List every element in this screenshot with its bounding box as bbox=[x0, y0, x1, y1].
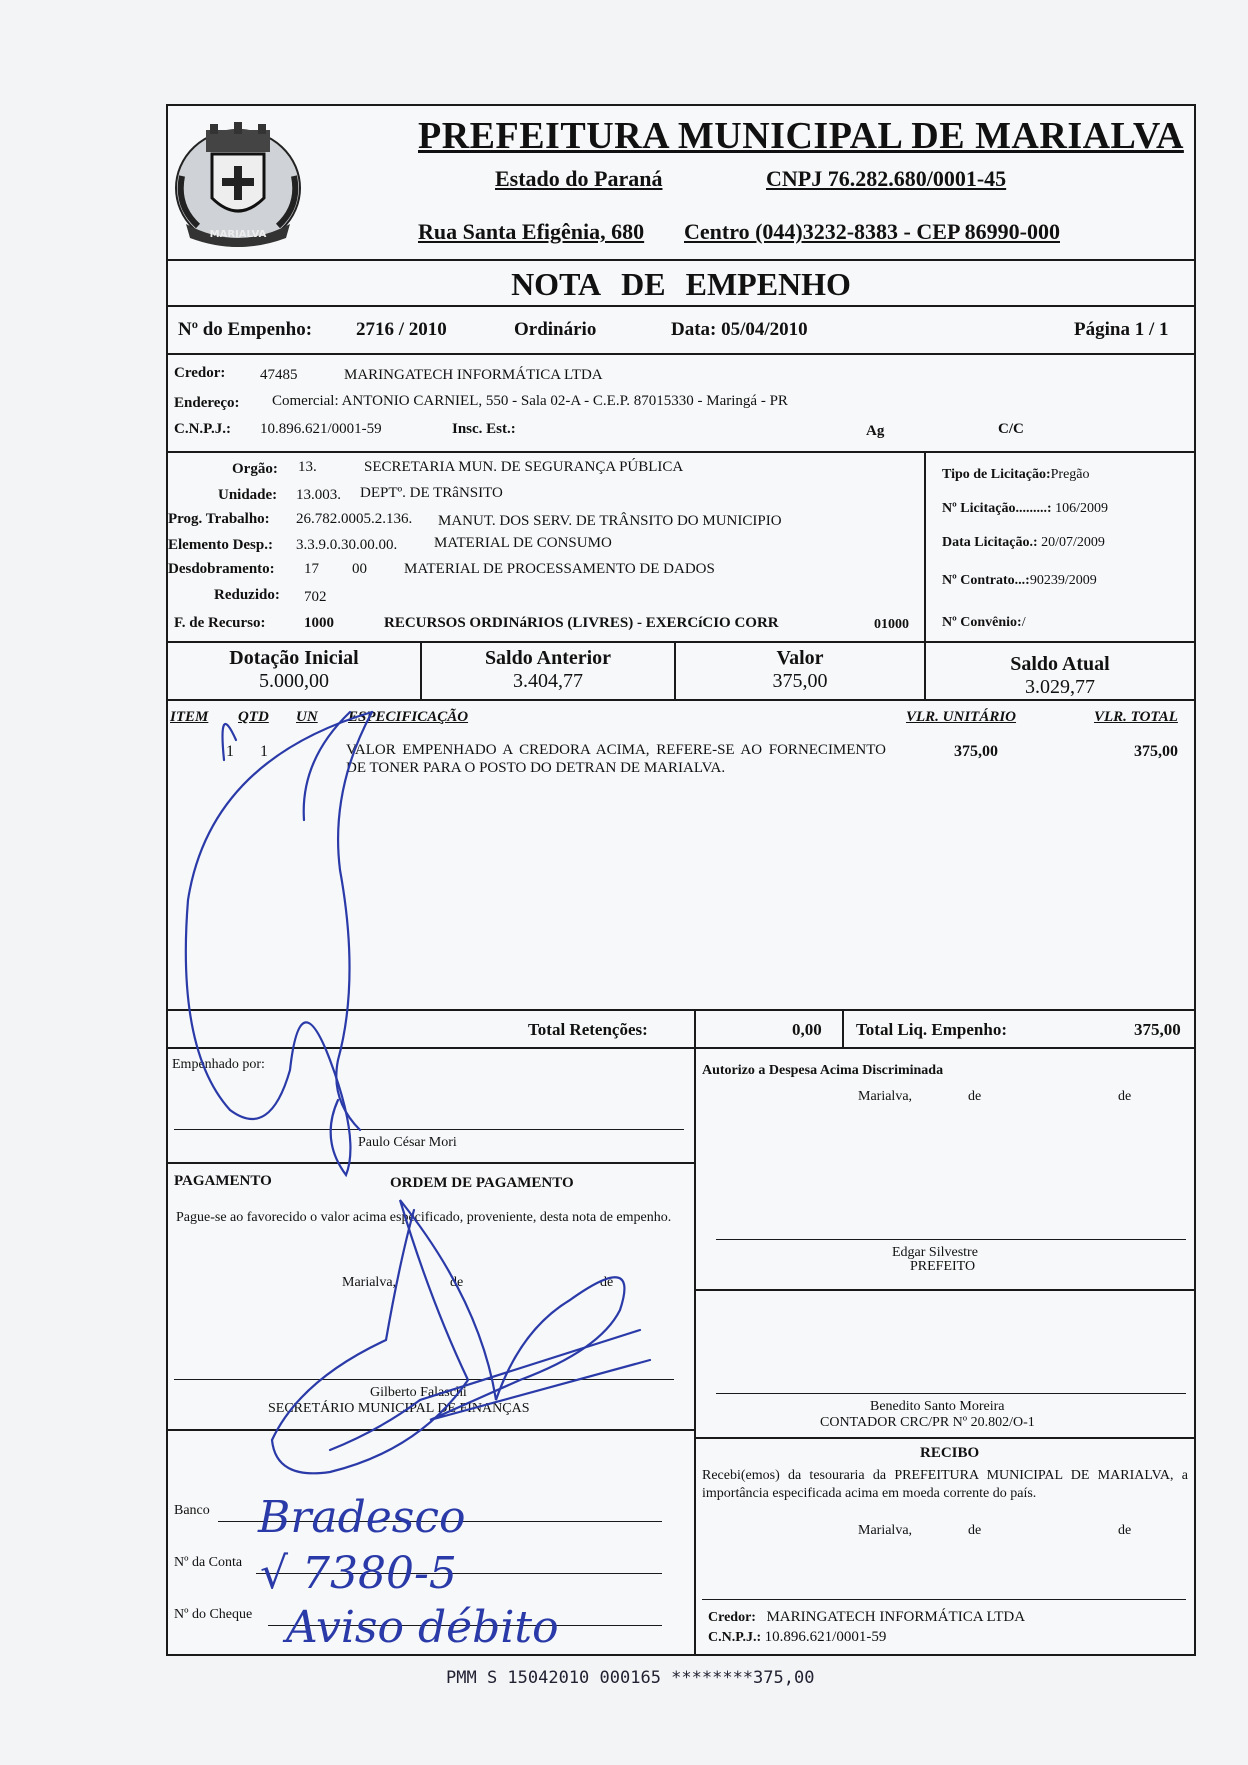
cheque-label: Nº do Cheque bbox=[174, 1607, 253, 1622]
contact-label: Centro (044)3232-8383 - CEP 86990-000 bbox=[684, 219, 1060, 244]
dotacao-inicial-value: 5.000,00 bbox=[259, 670, 329, 692]
header bbox=[168, 106, 1194, 261]
svg-text:MARIALVA: MARIALVA bbox=[209, 229, 267, 240]
saldo-anterior-value: 3.404,77 bbox=[513, 670, 583, 692]
municipal-crest-icon bbox=[168, 116, 308, 252]
empenho-number: 2716 / 2010 bbox=[356, 319, 447, 340]
elemento-code: 3.3.9.0.30.00.00. bbox=[296, 537, 398, 553]
nota-title bbox=[168, 261, 1194, 307]
contador-name: Benedito Santo Moreira bbox=[870, 1399, 1005, 1414]
column-divider bbox=[694, 1049, 696, 1654]
item-qtd: 1 bbox=[260, 743, 268, 760]
recibo-marialva-label: Marialva, bbox=[858, 1523, 913, 1538]
nota-word: NOTA bbox=[511, 266, 602, 302]
numero-convenio: Nº Convênio:/ bbox=[942, 615, 1026, 630]
cnpj-label: CNPJ 76.282.680/0001-45 bbox=[766, 166, 1007, 191]
column-divider bbox=[924, 453, 926, 641]
banco-line bbox=[218, 1521, 662, 1522]
ordem-de-label: de bbox=[600, 1275, 614, 1290]
orgao-section bbox=[168, 453, 1194, 643]
col-header-un: UN bbox=[296, 709, 318, 725]
endereco-value: Comercial: ANTONIO CARNIEL, 550 - Sala 02-A - C.E.P. 87015330 - Maringá - PR bbox=[272, 393, 788, 409]
signature-line bbox=[174, 1379, 674, 1380]
address-label: Rua Santa Efigênia, 680 bbox=[418, 219, 645, 244]
tipo-licitacao: Tipo de Licitação:Pregão bbox=[942, 467, 1090, 482]
payment-stamp: PMM S 15042010 000165 ********375,00 bbox=[446, 1668, 815, 1688]
fonte-recurso-code: 1000 bbox=[304, 615, 334, 631]
autorizo-label: Autorizo a Despesa Acima Discriminada bbox=[702, 1063, 944, 1078]
nota-word: EMPENHO bbox=[685, 266, 851, 302]
dotacao-inicial-label: Dotação Inicial bbox=[229, 647, 359, 669]
ordem-de-label: de bbox=[450, 1275, 464, 1290]
orgao-label: Orgão: bbox=[232, 461, 278, 477]
agencia-label: Ag bbox=[866, 423, 885, 439]
col-header-vlr-total: VLR. TOTAL bbox=[1094, 709, 1178, 725]
pagamento-label: PAGAMENTO bbox=[174, 1173, 272, 1189]
item-especificacao: VALOR EMPENHADO A CREDORA ACIMA, REFERE-SE AO FORNECIMENTO DE TONER PARA O POSTO DO DETRAN DE MARIALVA. bbox=[346, 742, 886, 776]
credor-section bbox=[168, 355, 1194, 453]
nota-de-empenho-form bbox=[166, 104, 1196, 1656]
item-vlr-total: 375,00 bbox=[1134, 743, 1178, 760]
empenhado-por-label: Empenhado por: bbox=[172, 1057, 265, 1072]
autorizo-de-label: de bbox=[1118, 1089, 1132, 1104]
handwritten-cheque: Aviso débito bbox=[286, 1602, 559, 1653]
saldo-anterior-cell bbox=[422, 643, 674, 699]
empenho-row bbox=[168, 307, 1194, 355]
handwritten-banco: Bradesco bbox=[258, 1492, 466, 1543]
conta-label: Nº da Conta bbox=[174, 1555, 243, 1570]
saldo-anterior-label: Saldo Anterior bbox=[484, 647, 612, 669]
ordem-marialva-label: Marialva, bbox=[342, 1275, 397, 1290]
recibo-de-label: de bbox=[1118, 1523, 1132, 1538]
secretario-title: SECRETÁRIO MUNICIPAL DE FINANÇAS bbox=[268, 1401, 530, 1416]
total-liquido-value: 375,00 bbox=[1134, 1020, 1181, 1039]
col-header-item: ITEM bbox=[170, 709, 209, 725]
recibo-credor: Credor: MARINGATECH INFORMÁTICA LTDA bbox=[708, 1609, 1026, 1625]
desdobramento-label: Desdobramento: bbox=[168, 561, 275, 577]
data-licitacao: Data Licitação.: 20/07/2009 bbox=[942, 535, 1105, 550]
section-divider bbox=[168, 1429, 694, 1431]
section-divider bbox=[696, 1437, 1194, 1439]
conta-corrente-label: C/C bbox=[998, 421, 1024, 437]
unidade-code: 13.003. bbox=[296, 487, 341, 503]
valor-value: 375,00 bbox=[772, 670, 828, 692]
insc-est-label: Insc. Est.: bbox=[452, 421, 516, 437]
credor-name: MARINGATECH INFORMÁTICA LTDA bbox=[344, 367, 603, 383]
saldo-atual-cell bbox=[926, 643, 1194, 699]
banco-label: Banco bbox=[174, 1503, 210, 1518]
desdobramento-code: 17 bbox=[304, 561, 319, 577]
recibo-title: RECIBO bbox=[920, 1445, 980, 1461]
prog-trabalho-code: 26.782.0005.2.136. bbox=[296, 511, 413, 527]
total-retencoes-label: Total Retenções: bbox=[528, 1020, 648, 1039]
saldo-atual-label: Saldo Atual bbox=[1010, 653, 1110, 675]
signature-line bbox=[716, 1239, 1186, 1240]
pague-se-text: Pague-se ao favorecido o valor acima especificado, proveniente, desta nota de empenho. bbox=[176, 1210, 672, 1225]
autorizo-marialva-label: Marialva, bbox=[858, 1089, 913, 1104]
nota-word: DE bbox=[621, 266, 666, 302]
valor-cell bbox=[676, 643, 924, 699]
elemento-name: MATERIAL DE CONSUMO bbox=[434, 535, 612, 551]
fonte-recurso-name: RECURSOS ORDINáRIOS (LIVRES) - EXERCíCIO CORR bbox=[384, 615, 779, 631]
endereco-label: Endereço: bbox=[174, 395, 240, 411]
desdobramento-name: MATERIAL DE PROCESSAMENTO DE DADOS bbox=[404, 561, 715, 577]
items-table bbox=[168, 701, 1194, 1011]
section-divider bbox=[696, 1289, 1194, 1291]
signature-line bbox=[174, 1129, 684, 1130]
item-number: 1 bbox=[226, 743, 234, 760]
saldo-atual-value: 3.029,77 bbox=[1025, 676, 1095, 698]
handwritten-conta: √ 7380-5 bbox=[260, 1548, 457, 1599]
total-retencoes-value: 0,00 bbox=[792, 1020, 822, 1039]
reduzido-code: 702 bbox=[304, 589, 327, 605]
reduzido-label: Reduzido: bbox=[214, 587, 280, 603]
empenho-number-label: Nº do Empenho: bbox=[178, 319, 313, 340]
prefeitura-title: PREFEITURA MUNICIPAL DE MARIALVA bbox=[418, 115, 1184, 157]
credor-cnpj: 10.896.621/0001-59 bbox=[260, 421, 382, 437]
totals-row bbox=[168, 1011, 1194, 1049]
prog-trabalho-label: Prog. Trabalho: bbox=[168, 511, 270, 527]
prefeito-title: PREFEITO bbox=[910, 1259, 976, 1274]
signature-line bbox=[716, 1393, 1186, 1394]
recibo-cnpj: C.N.P.J.: 10.896.621/0001-59 bbox=[708, 1629, 887, 1645]
unidade-name: DEPTº. DE TRâNSITO bbox=[360, 485, 503, 501]
signatures-section bbox=[168, 1049, 1194, 1654]
column-divider bbox=[842, 1011, 844, 1047]
recibo-de-label: de bbox=[968, 1523, 982, 1538]
credor-cnpj-label: C.N.P.J.: bbox=[174, 421, 231, 437]
empenho-date: Data: 05/04/2010 bbox=[671, 319, 808, 340]
numero-contrato: Nº Contrato...:90239/2009 bbox=[942, 573, 1097, 588]
section-divider bbox=[168, 1162, 694, 1164]
orgao-name: SECRETARIA MUN. DE SEGURANÇA PÚBLICA bbox=[364, 459, 684, 475]
dotacao-inicial-cell bbox=[168, 643, 420, 699]
unidade-label: Unidade: bbox=[218, 487, 278, 503]
col-header-especificacao: ESPECIFICAÇÃO bbox=[348, 709, 469, 725]
total-liquido-label: Total Liq. Empenho: bbox=[856, 1020, 1007, 1039]
secretario-name: Gilberto Falaschi bbox=[370, 1385, 467, 1400]
state-label: Estado do Paraná bbox=[495, 166, 663, 191]
fonte-recurso-code2: 01000 bbox=[874, 617, 909, 632]
dotacao-row bbox=[168, 643, 1194, 701]
credor-label: Credor: bbox=[174, 365, 226, 381]
desdobramento-sub: 00 bbox=[352, 561, 367, 577]
empenhado-por-name: Paulo César Mori bbox=[358, 1135, 457, 1150]
prog-trabalho-name: MANUT. DOS SERV. DE TRÂNSITO DO MUNICIPIO bbox=[438, 513, 782, 529]
item-vlr-unitario: 375,00 bbox=[954, 743, 998, 760]
recibo-text: Recebi(emos) da tesouraria da PREFEITURA MUNICIPAL DE MARIALVA, a importância especificada acima em moeda corrente do país. bbox=[702, 1468, 1188, 1501]
ordem-pagamento-label: ORDEM DE PAGAMENTO bbox=[390, 1175, 574, 1191]
column-divider bbox=[694, 1011, 696, 1047]
autorizo-de-label: de bbox=[968, 1089, 982, 1104]
numero-licitacao: Nº Licitação.........: 106/2009 bbox=[942, 501, 1108, 516]
cheque-line bbox=[268, 1625, 662, 1626]
valor-label: Valor bbox=[776, 647, 824, 669]
elemento-label: Elemento Desp.: bbox=[168, 537, 273, 553]
signature-line bbox=[702, 1599, 1186, 1600]
credor-code: 47485 bbox=[260, 367, 298, 383]
contador-title: CONTADOR CRC/PR Nº 20.802/O-1 bbox=[820, 1415, 1035, 1430]
orgao-code: 13. bbox=[298, 459, 317, 475]
conta-line bbox=[256, 1573, 662, 1574]
page-indicator: Página 1 / 1 bbox=[1074, 319, 1169, 340]
fonte-recurso-label: F. de Recurso: bbox=[174, 615, 266, 631]
prefeito-name: Edgar Silvestre bbox=[892, 1245, 978, 1260]
col-header-qtd: QTD bbox=[238, 709, 269, 725]
empenho-type: Ordinário bbox=[514, 319, 597, 340]
col-header-vlr-unitario: VLR. UNITÁRIO bbox=[906, 709, 1017, 725]
